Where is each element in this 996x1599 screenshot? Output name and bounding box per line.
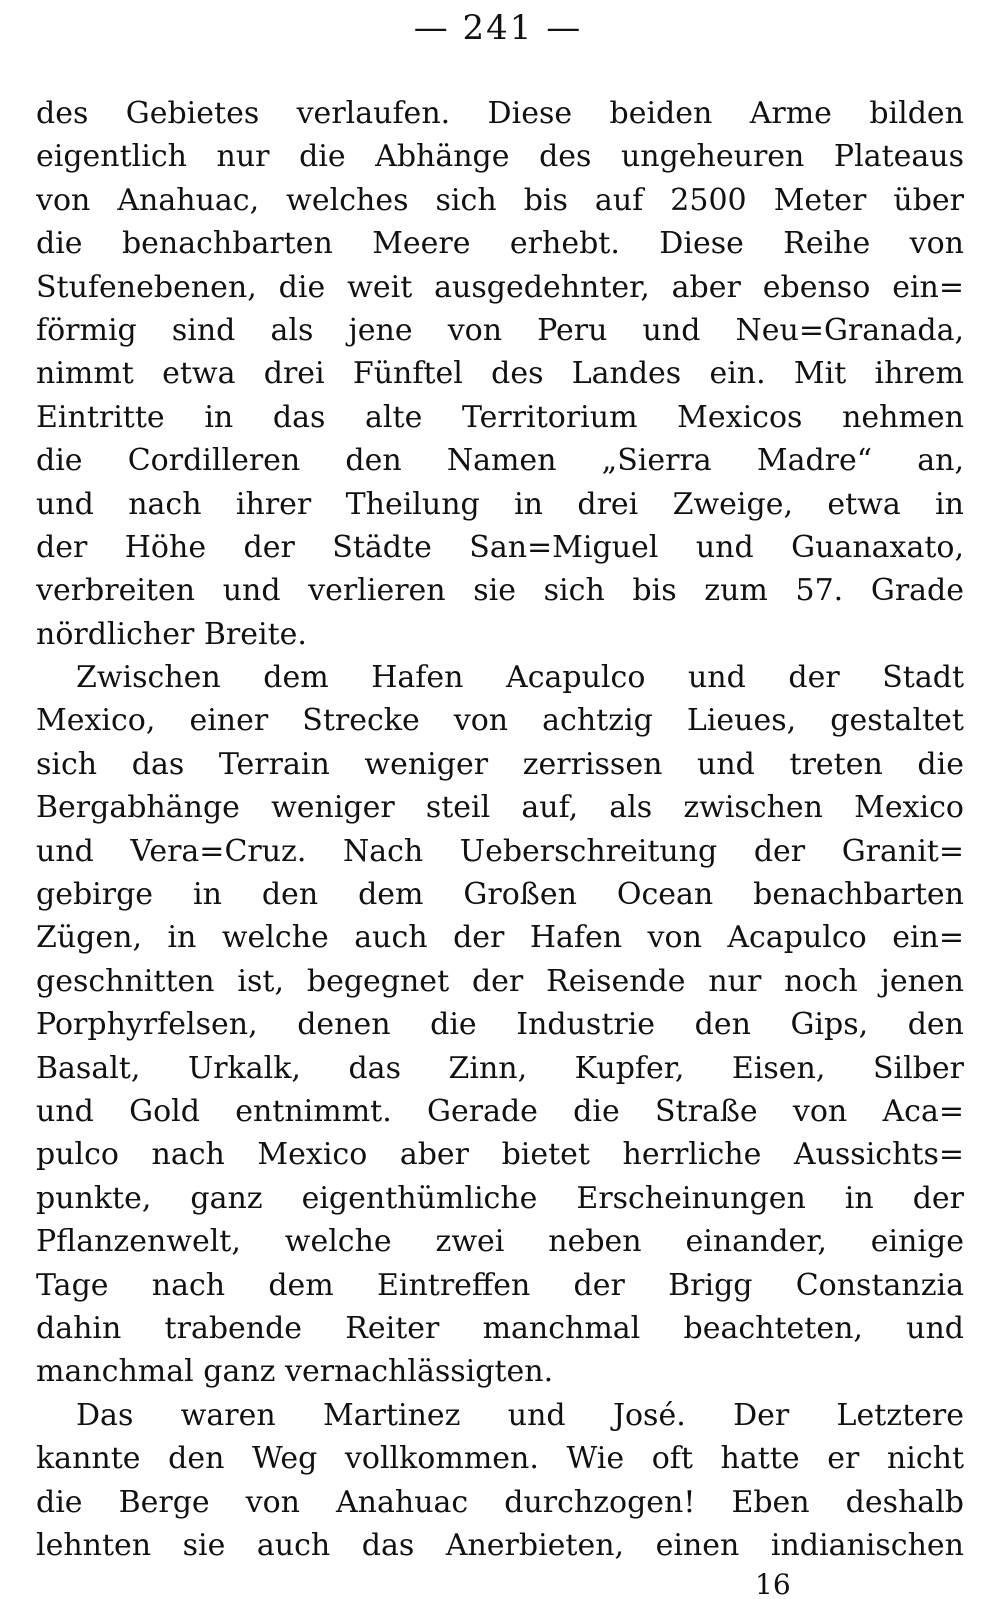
text-line: verbreiten und verlieren sie sich bis zum 57. Grade bbox=[36, 573, 964, 609]
text-line: manchmal ganz vernachlässigten. bbox=[36, 1354, 554, 1390]
text-line: von Anahuac, welches sich bis auf 2500 Meter über bbox=[36, 182, 964, 218]
text-line: und nach ihrer Theilung in drei Zweige, etwa in bbox=[36, 486, 964, 522]
text-line: die benachbarten Meere erhebt. Diese Reihe von bbox=[36, 226, 964, 262]
text-line: und Vera=Cruz. Nach Ueberschreitung der Granit= bbox=[36, 833, 964, 869]
text-line: und Gold entnimmt. Gerade die Straße von Aca= bbox=[36, 1093, 964, 1129]
text-line: Tage nach dem Eintreffen der Brigg Constanzia bbox=[36, 1267, 964, 1303]
text-line: Zwischen dem Hafen Acapulco und der Stadt bbox=[76, 660, 964, 696]
text-line: lehnten sie auch das Anerbieten, einen indianischen bbox=[36, 1527, 964, 1563]
text-line: Porphyrfelsen, denen die Industrie den Gips, den bbox=[36, 1007, 964, 1043]
text-line: förmig sind als jene von Peru und Neu=Granada, bbox=[36, 312, 964, 348]
text-line: Zügen, in welche auch der Hafen von Acapulco ein= bbox=[36, 920, 964, 956]
text-line: Eintritte in das alte Territorium Mexicos nehmen bbox=[36, 399, 964, 435]
body-text bbox=[36, 92, 964, 1567]
text-line: punkte, ganz eigenthümliche Erscheinungen in der bbox=[36, 1180, 964, 1216]
text-line: Bergabhänge weniger steil auf, als zwischen Mexico bbox=[36, 790, 964, 826]
text-line: pulco nach Mexico aber bietet herrliche Aussichts= bbox=[36, 1137, 964, 1173]
text-line: eigentlich nur die Abhänge des ungeheuren Plateaus bbox=[36, 139, 964, 175]
text-line: des Gebietes verlaufen. Diese beiden Arme bilden bbox=[36, 96, 964, 131]
text-line: nimmt etwa drei Fünftel des Landes ein. Mit ihrem bbox=[36, 356, 964, 392]
text-line: geschnitten ist, begegnet der Reisende nur noch jenen bbox=[36, 963, 964, 999]
text-line: Pflanzenwelt, welche zwei neben einander, einige bbox=[36, 1224, 964, 1260]
text-line: Das waren Martinez und José. Der Letztere bbox=[76, 1397, 964, 1433]
text-line: nördlicher Breite. bbox=[36, 616, 307, 652]
text-line: dahin trabende Reiter manchmal beachteten, und bbox=[36, 1310, 964, 1346]
page-number: — 241 — bbox=[413, 8, 583, 48]
text-line: der Höhe der Städte San=Miguel und Guanaxato, bbox=[36, 529, 964, 565]
text-line: Basalt, Urkalk, das Zinn, Kupfer, Eisen, Silber bbox=[36, 1050, 964, 1086]
text-line: sich das Terrain weniger zerrissen und treten die bbox=[36, 746, 964, 782]
text-line: die Berge von Anahuac durchzogen! Eben deshalb bbox=[36, 1484, 964, 1520]
text-line: kannte den Weg vollkommen. Wie oft hatte er nicht bbox=[36, 1441, 964, 1477]
signature-mark: 16 bbox=[755, 1568, 791, 1599]
text-line: Stufenebenen, die weit ausgedehnter, aber ebenso ein= bbox=[36, 269, 964, 305]
text-line: gebirge in den dem Großen Ocean benachbarten bbox=[36, 877, 964, 913]
text-line: die Cordilleren den Namen „Sierra Madre“ an, bbox=[36, 443, 964, 479]
footer-fragment bbox=[0, 1560, 996, 1599]
text-line: Mexico, einer Strecke von achtzig Lieues, gestaltet bbox=[36, 703, 964, 739]
